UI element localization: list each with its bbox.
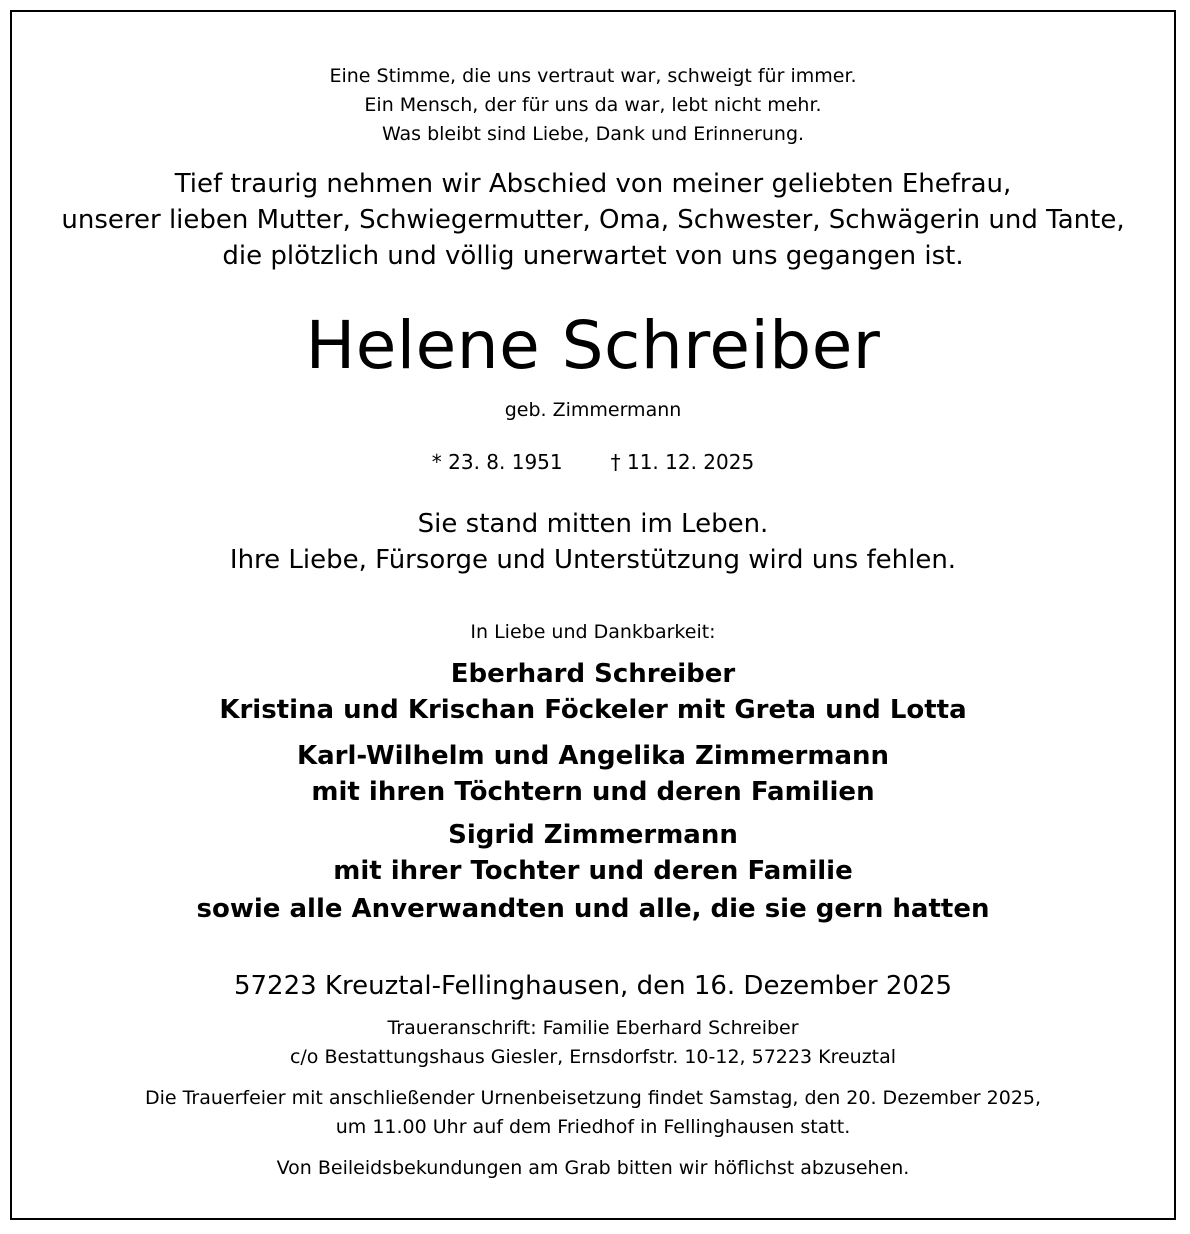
motto-line: Ein Mensch, der für uns da war, lebt nicht mehr. [364, 94, 822, 116]
motto-line: Eine Stimme, die uns vertraut war, schweigt für immer. [329, 65, 857, 87]
mourner-group [12, 656, 1174, 728]
mourner-name: sowie alle Anverwandten und alle, die sie gern hatten [196, 894, 990, 924]
tribute-line: Ihre Liebe, Fürsorge und Unterstützung wird uns fehlen. [229, 545, 957, 575]
tribute-text [12, 506, 1174, 578]
mourner-group [12, 738, 1174, 810]
closing-note: Von Beileidsbekundungen am Grab bitten wir höflichst abzusehen. [276, 1157, 910, 1179]
mourner-name: Kristina und Krischan Föckeler mit Greta und Lotta [219, 695, 967, 725]
place-date: 57223 Kreuztal-Fellinghausen, den 16. Dezember 2025 [233, 971, 953, 1001]
deceased-name: Helene Schreiber [305, 307, 881, 384]
intro-line: Tief traurig nehmen wir Abschied von meiner geliebten Ehefrau, [174, 169, 1012, 199]
mourner-group [12, 817, 1174, 889]
intro-line: die plötzlich und völlig unerwartet von uns gegangen ist. [222, 241, 964, 271]
ceremony-line: um 11.00 Uhr auf dem Friedhof in Fellinghausen statt. [335, 1116, 851, 1138]
birth-name: geb. Zimmermann [504, 399, 682, 421]
mourner-name: mit ihren Töchtern und deren Familien [311, 777, 875, 807]
mourning-address [12, 1014, 1174, 1072]
address-line: c/o Bestattungshaus Giesler, Ernsdorfstr. 10-12, 57223 Kreuztal [289, 1046, 897, 1068]
address-line: Traueranschrift: Familie Eberhard Schreiber [387, 1017, 799, 1039]
intro-line: unserer lieben Mutter, Schwiegermutter, Oma, Schwester, Schwägerin und Tante, [61, 205, 1125, 235]
mourner-name: mit ihrer Tochter und deren Familie [333, 856, 853, 886]
death-date: † 11. 12. 2025 [610, 450, 755, 474]
intro-text [12, 166, 1174, 274]
birth-date: * 23. 8. 1951 [431, 450, 563, 474]
tribute-line: Sie stand mitten im Leben. [417, 509, 769, 539]
mourners-intro: In Liebe und Dankbarkeit: [470, 621, 716, 643]
mourner-name: Eberhard Schreiber [450, 659, 736, 689]
life-dates [12, 448, 1174, 476]
mourner-group [12, 891, 1174, 927]
mourner-name: Sigrid Zimmermann [448, 820, 738, 850]
obituary-frame [10, 10, 1176, 1220]
ceremony-line: Die Trauerfeier mit anschließender Urnenbeisetzung findet Samstag, den 20. Dezember 2025, [144, 1087, 1042, 1109]
motto [12, 62, 1174, 149]
motto-line: Was bleibt sind Liebe, Dank und Erinnerung. [381, 123, 805, 145]
ceremony-info [12, 1084, 1174, 1142]
mourner-name: Karl-Wilhelm und Angelika Zimmermann [296, 741, 890, 771]
